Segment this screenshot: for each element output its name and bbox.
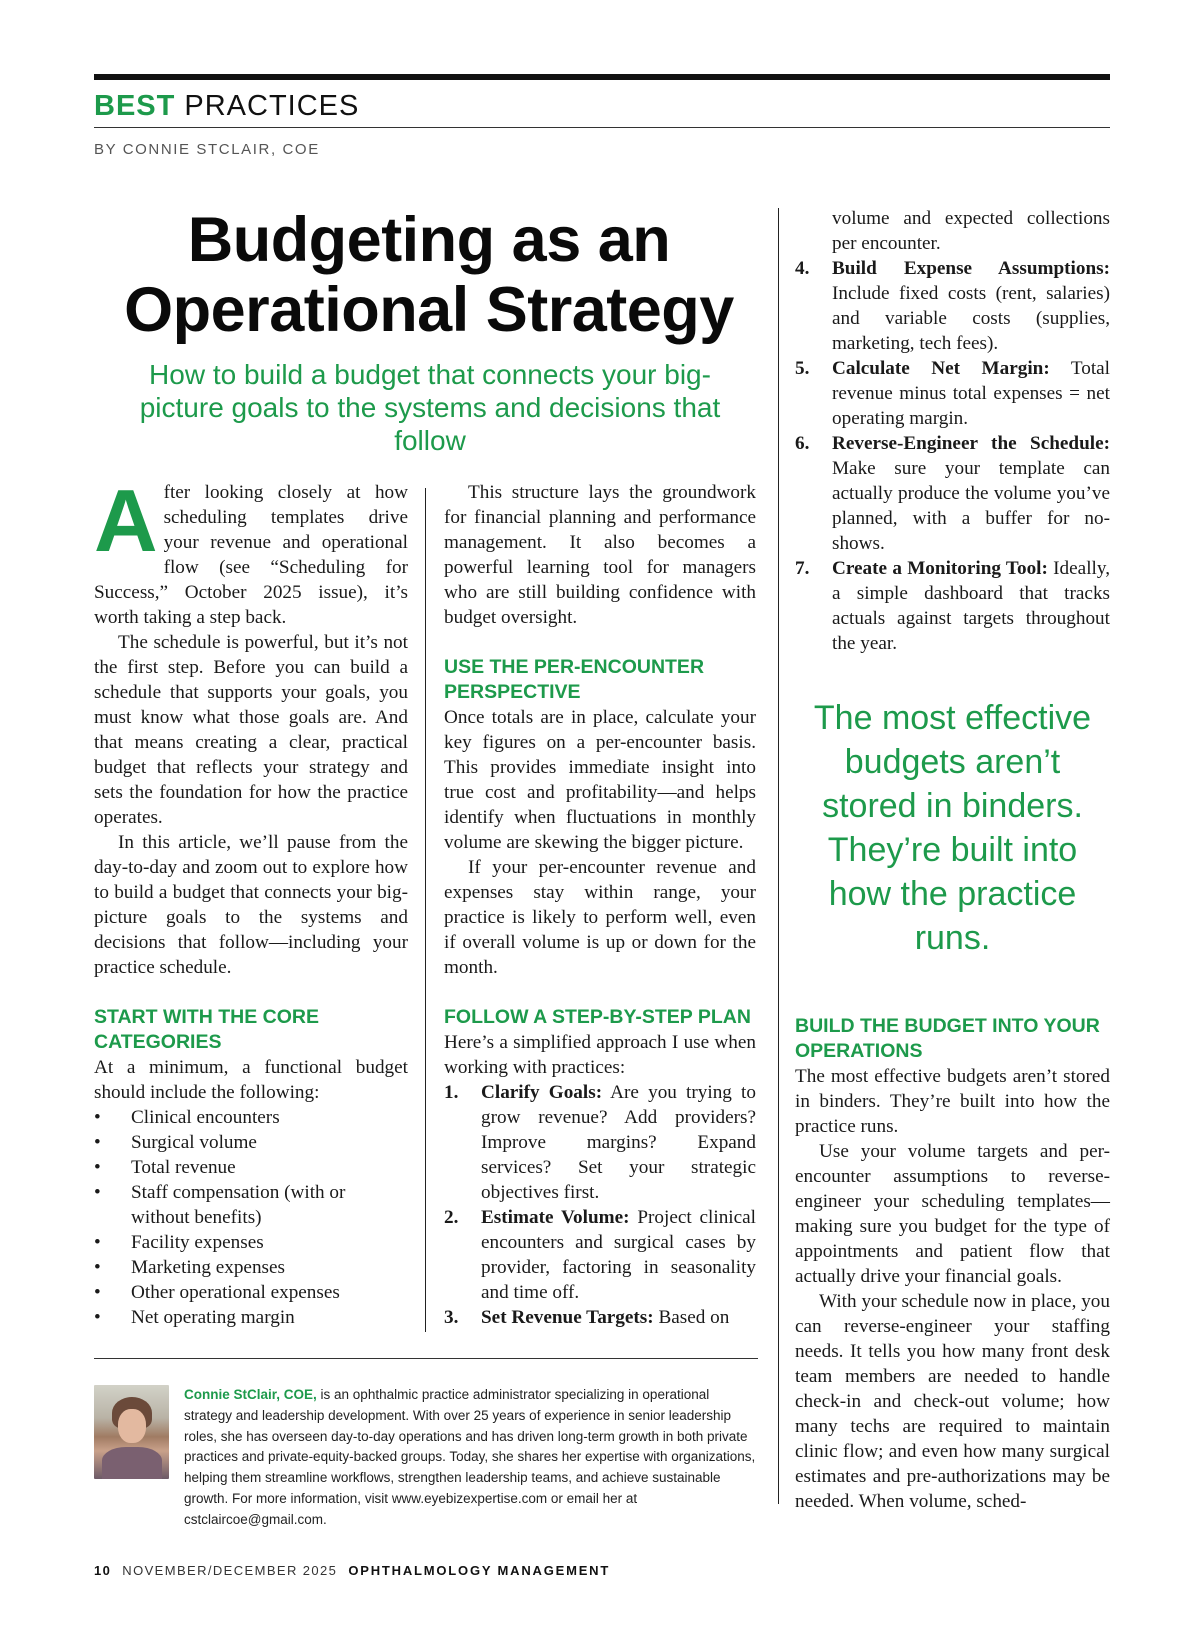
paragraph: The schedule is powerful, but it’s not the first step. Before you can build a schedule that supports your goals, you must know what those goals are. And that means creating a clear, practical budget that reflects your strategy and sets the foundation for how the practice operates. — [94, 632, 408, 828]
step-number: 4. — [795, 258, 810, 279]
column-1 — [94, 471, 408, 1330]
step-title: Estimate Volume: — [481, 1207, 630, 1228]
article-subtitle: How to build a budget that connects your big-picture goals to the systems and decisions that follow — [139, 359, 721, 456]
paragraph: Once totals are in place, calculate your key figures on a per-encounter basis. This provides immediate insight into true cost and profitability—and helps identify when fluctuations in monthly volume are skewing the bigger picture. — [444, 707, 756, 853]
list-item: • Total revenue — [94, 1155, 408, 1180]
column-divider — [425, 488, 426, 1332]
step-title: Create a Monitoring Tool: — [832, 558, 1048, 579]
byline: BY CONNIE STCLAIR, COE — [94, 141, 320, 158]
list-item — [444, 1205, 756, 1305]
bio-text: is an ophthalmic practice administrator specializing in operational strategy and leadership development. With over 25 years of experience in senior leadership roles, she has overseen day-to-day operations and has driven long-term growth in both private practices and private-equity-backed groups. Today, she shares her expertise with organizations, helping them streamline workflows, strengthen leadership teams, and achieve sustainable growth. For more information, visit www.eyebizexpertise.com or email her at cstclaircoe@gmail.com. — [184, 1387, 756, 1527]
step-number: 6. — [795, 433, 810, 454]
step-number: 3. — [444, 1307, 459, 1328]
paragraph: If your per-encounter revenue and expenses stay within range, your practice is likely to perform well, even if overall volume is up or down for the month. — [444, 857, 756, 978]
steps-list — [444, 1080, 756, 1330]
list-item — [444, 1305, 756, 1330]
header-divider — [94, 127, 1110, 128]
list-item: • Other operational expenses — [94, 1280, 408, 1305]
step-number: 5. — [795, 358, 810, 379]
list-item: • Facility expenses — [94, 1230, 408, 1255]
step-text: Make sure your template can actually produce the volume you’ve planned, with a buffer for no-shows. — [832, 458, 1110, 554]
step-number: 7. — [795, 558, 810, 579]
step-text: Project clinical encounters and surgical cases by provider, factoring in seasonality and time off. — [481, 1207, 756, 1303]
paragraph: In this article, we’ll pause from the day-to-day and zoom out to explore how to build a budget that connects your big-picture goals to the systems and decisions that follow—including your practice schedule. — [94, 832, 408, 978]
issue-date: NOVEMBER/DECEMBER 2025 — [122, 1563, 338, 1578]
section-heading: FOLLOW A STEP-BY-STEP PLAN — [444, 1006, 751, 1028]
top-rule — [94, 74, 1110, 80]
section-label — [94, 86, 359, 126]
paragraph: This structure lays the groundwork for financial planning and performance management. It also becomes a powerful learning tool for managers who are still building confidence with budget oversight. — [444, 482, 756, 628]
step-title: Clarify Goals: — [481, 1082, 603, 1103]
step-text: Ideally, a simple dashboard that tracks actuals against targets throughout the year. — [832, 558, 1110, 654]
list-item: • Clinical encounters — [94, 1105, 408, 1130]
paragraph — [94, 471, 408, 630]
list-item — [795, 431, 1110, 556]
paragraph: With your schedule now in place, you can reverse-engineer your staffing needs. It tells you how many front desk team members are needed to handle check-in and check-out volume; how many techs are required to maintain clinic flow; and even how many surgical estimates and pre-authorizations may be needed. When volume, sched- — [795, 1291, 1110, 1512]
list-item — [795, 556, 1110, 656]
steps-list-continued — [795, 206, 1110, 656]
article-title — [94, 205, 764, 345]
step-number: 2. — [444, 1207, 459, 1228]
step-title: Build Expense Assumptions: — [832, 258, 1110, 279]
step-title: Set Revenue Targets: — [481, 1307, 654, 1328]
section-heading: BUILD THE BUDGET INTO YOUR OPERATIONS — [795, 1015, 1100, 1062]
section-heading: USE THE PER-ENCOUNTER PERSPECTIVE — [444, 656, 705, 703]
publication-name: OPHTHALMOLOGY MANAGEMENT — [348, 1563, 611, 1578]
author-name: Connie StClair, COE, — [184, 1387, 317, 1402]
paragraph: Use your volume targets and per-encounter assumptions to reverse-engineer your scheduling templates—making sure you budget for the type of appointments and patient flow that actually drive your financial goals. — [795, 1141, 1110, 1287]
list-item — [795, 256, 1110, 356]
category-list — [94, 1105, 408, 1330]
title-line-1: Budgeting as an — [187, 205, 671, 275]
list-item — [795, 206, 1110, 256]
paragraph: Here’s a simplified approach I use when working with practices: — [444, 1032, 756, 1078]
step-text: Are you trying to grow revenue? Add providers? Improve margins? Expand services? Set your strategic objectives first. — [481, 1082, 756, 1203]
step-text: Total revenue minus total expenses = net operating margin. — [832, 358, 1110, 429]
paragraph: The most effective budgets aren’t stored in binders. They’re built into how the practice runs. — [795, 1066, 1110, 1137]
step-number: 1. — [444, 1082, 459, 1103]
list-item — [444, 1080, 756, 1205]
author-bio — [184, 1385, 758, 1531]
step-text: Include fixed costs (rent, salaries) and variable costs (supplies, marketing, tech fees). — [832, 283, 1110, 354]
section-label-rest: PRACTICES — [175, 90, 360, 122]
list-item: • Marketing expenses — [94, 1255, 408, 1280]
step-title: Reverse-Engineer the Schedule: — [832, 433, 1110, 454]
list-item: • Net operating margin — [94, 1305, 408, 1330]
column-3-lower — [795, 1014, 1110, 1514]
step-title: Calculate Net Margin: — [832, 358, 1050, 379]
list-item — [795, 356, 1110, 431]
column-divider — [778, 208, 779, 1504]
list-item: • Staff compensation (with or without benefits) — [94, 1180, 408, 1230]
list-item: • Surgical volume — [94, 1130, 408, 1155]
column-2 — [444, 480, 756, 1330]
title-line-2: Operational Strategy — [124, 275, 734, 345]
paragraph: At a minimum, a functional budget should include the following: — [94, 1057, 408, 1103]
pull-quote: The most effective budgets aren’t stored in binders. They’re built into how the practice runs. — [813, 699, 1092, 957]
paragraph-text: fter looking closely at how scheduling templates drive your revenue and operational flow (see “Scheduling for Success,” October 2025 issue), it’s worth taking a step back. — [94, 482, 408, 628]
section-label-bold: BEST — [94, 90, 176, 122]
author-photo — [94, 1385, 169, 1479]
drop-cap: A — [94, 471, 158, 570]
page-footer — [94, 1563, 610, 1578]
step-text: Based on — [653, 1307, 730, 1328]
step-text: volume and expected collections per encounter. — [832, 208, 1110, 254]
column-3 — [795, 206, 1110, 656]
page-number: 10 — [94, 1563, 112, 1578]
bio-divider — [94, 1358, 758, 1359]
section-heading: START WITH THE CORE CATEGORIES — [94, 1006, 319, 1053]
